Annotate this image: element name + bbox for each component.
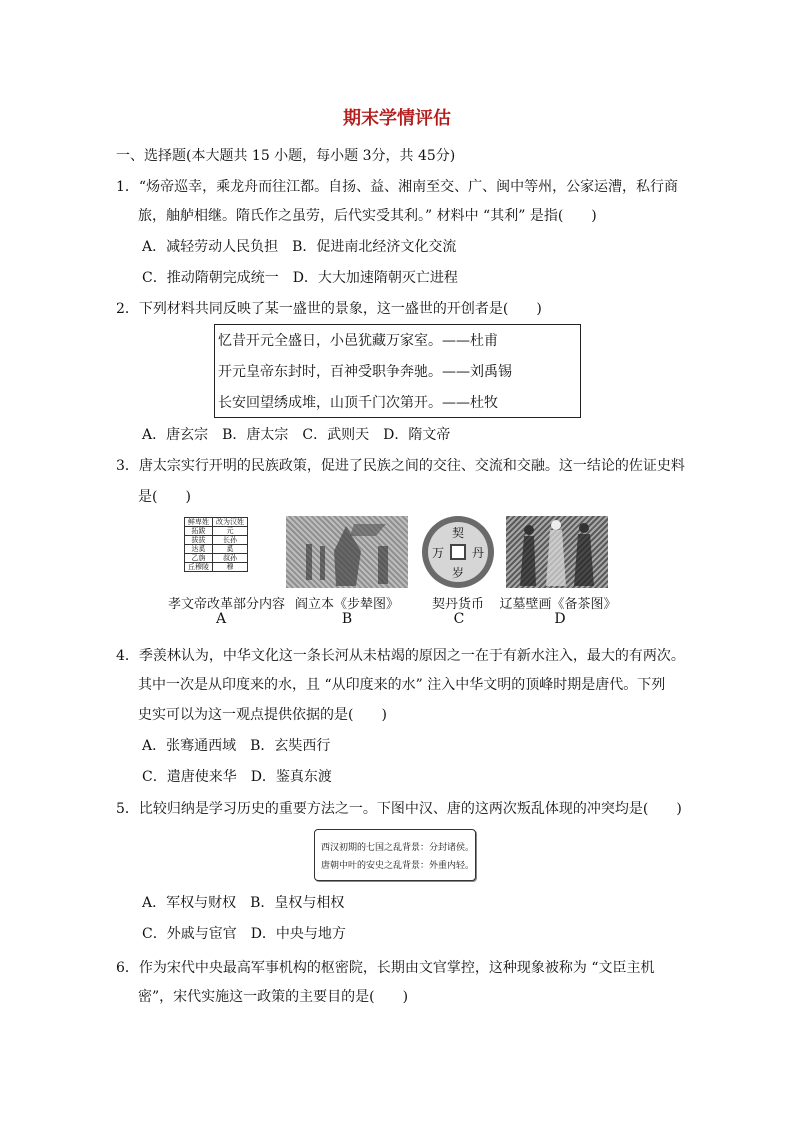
coin-char-bottom: 岁 xyxy=(452,566,465,580)
mural-figures xyxy=(506,516,608,588)
caption-b: 阎立本《步辇图》 xyxy=(294,597,399,612)
coin-char-top: 契 xyxy=(452,526,465,540)
q4-stem-line2: 其中一次是从印度来的水，且 “从印度来的水” 注入中华文明的顶峰时期是唐代。下列 xyxy=(138,677,666,693)
caption-d: 辽墓壁画《备茶图》 xyxy=(499,597,617,612)
scroll-line-2: 唐朝中叶的安史之乱背景：外重内轻。 xyxy=(321,861,475,871)
table-cell: 穆 xyxy=(213,563,248,572)
table-cell: 元 xyxy=(213,527,248,536)
letter-b: B xyxy=(341,611,353,627)
table-cell: 奚 xyxy=(213,545,248,554)
q2-quote-3: 长安回望绣成堆，山顶千门次第开。——杜牧 xyxy=(218,395,498,411)
scroll-line-1: 西汉初期的七国之乱背景：分封诸侯。 xyxy=(321,843,475,853)
surname-table xyxy=(184,517,248,572)
coin-char-left: 万 xyxy=(432,546,445,560)
table-cell: 长孙 xyxy=(213,536,248,545)
surname-table-image xyxy=(184,517,264,587)
painting-figures xyxy=(286,516,408,588)
caption-c: 契丹货币 xyxy=(431,597,484,612)
q1-stem-line2: 旅，舳舻相继。隋氏作之虽劳，后代实受其利。” 材料中 “其利” 是指( ) xyxy=(138,208,597,224)
section-heading: 一、选择题(本大题共 15 小题，每小题 3分，共 45分) xyxy=(116,148,456,164)
letter-c: C xyxy=(453,611,465,627)
q2-quote-1: 忆昔开元全盛日，小邑犹藏万家室。——杜甫 xyxy=(218,333,498,349)
page-title: 期末学情评估 xyxy=(343,108,451,129)
q1-options-cd: C．推动隋朝完成统一 D．大大加速隋朝灭亡进程 xyxy=(142,270,458,286)
table-header: 改为汉姓 xyxy=(213,518,248,527)
beichatu-mural-image xyxy=(506,516,608,588)
q5-options-ab: A．军权与财权 B．皇权与相权 xyxy=(142,895,345,911)
letter-d: D xyxy=(554,611,566,627)
table-cell: 叔孙 xyxy=(213,554,248,563)
q5-scroll-graphic xyxy=(314,829,476,881)
table-cell: 拔拔 xyxy=(185,536,213,545)
q4-options-cd: C．遣唐使来华 D．鉴真东渡 xyxy=(142,769,332,785)
q4-options-ab: A．张骞通西域 B．玄奘西行 xyxy=(142,738,331,754)
q6-stem-line2: 密”，宋代实施这一政策的主要目的是( ) xyxy=(138,989,409,1005)
caption-a: 孝文帝改革部分内容 xyxy=(168,597,286,612)
q1-options-ab: A．减轻劳动人民负担 B．促进南北经济文化交流 xyxy=(142,239,457,255)
table-cell: 拓跋 xyxy=(185,527,213,536)
table-cell: 乙旃 xyxy=(185,554,213,563)
table-cell: 丘穆陵 xyxy=(185,563,213,572)
q6-stem-line1: 6．作为宋代中央最高军事机构的枢密院，长期由文官掌控，这种现象被称为 “文臣主机 xyxy=(116,960,655,976)
table-header: 鲜卑姓 xyxy=(185,518,213,527)
table-cell: 达奚 xyxy=(185,545,213,554)
q4-stem-line3: 史实可以为这一观点提供依据的是( ) xyxy=(138,707,387,723)
letter-a: A xyxy=(215,611,227,627)
q2-quote-2: 开元皇帝东封时，百神受职争奔驰。——刘禹锡 xyxy=(218,364,512,380)
buniantu-painting-image xyxy=(286,516,408,588)
q2-options: A．唐玄宗 B．唐太宗 C．武则天 D．隋文帝 xyxy=(142,427,451,443)
q5-options-cd: C．外戚与宦官 D．中央与地方 xyxy=(142,926,346,942)
q5-stem: 5．比较归纳是学习历史的重要方法之一。下图中汉、唐的这两次叛乱体现的冲突均是( ) xyxy=(116,801,682,817)
coin-char-right: 丹 xyxy=(472,546,485,560)
q4-stem-line1: 4．季羡林认为，中华文化这一条长河从未枯竭的原因之一在于有新水注入，最大的有两次。 xyxy=(116,648,685,664)
khitan-coin-image xyxy=(420,514,496,590)
q1-stem-line1: 1．“炀帝巡幸，乘龙舟而往江都。自扬、益、湘南至交、广、闽中等州，公家运漕，私行商 xyxy=(116,179,679,195)
q3-stem-line1: 3．唐太宗实行开明的民族政策，促进了民族之间的交往、交流和交融。这一结论的佐证史料 xyxy=(116,458,685,474)
q3-stem-line2: 是( ) xyxy=(138,489,191,505)
q2-stem: 2．下列材料共同反映了某一盛世的景象，这一盛世的开创者是( ) xyxy=(116,301,542,317)
